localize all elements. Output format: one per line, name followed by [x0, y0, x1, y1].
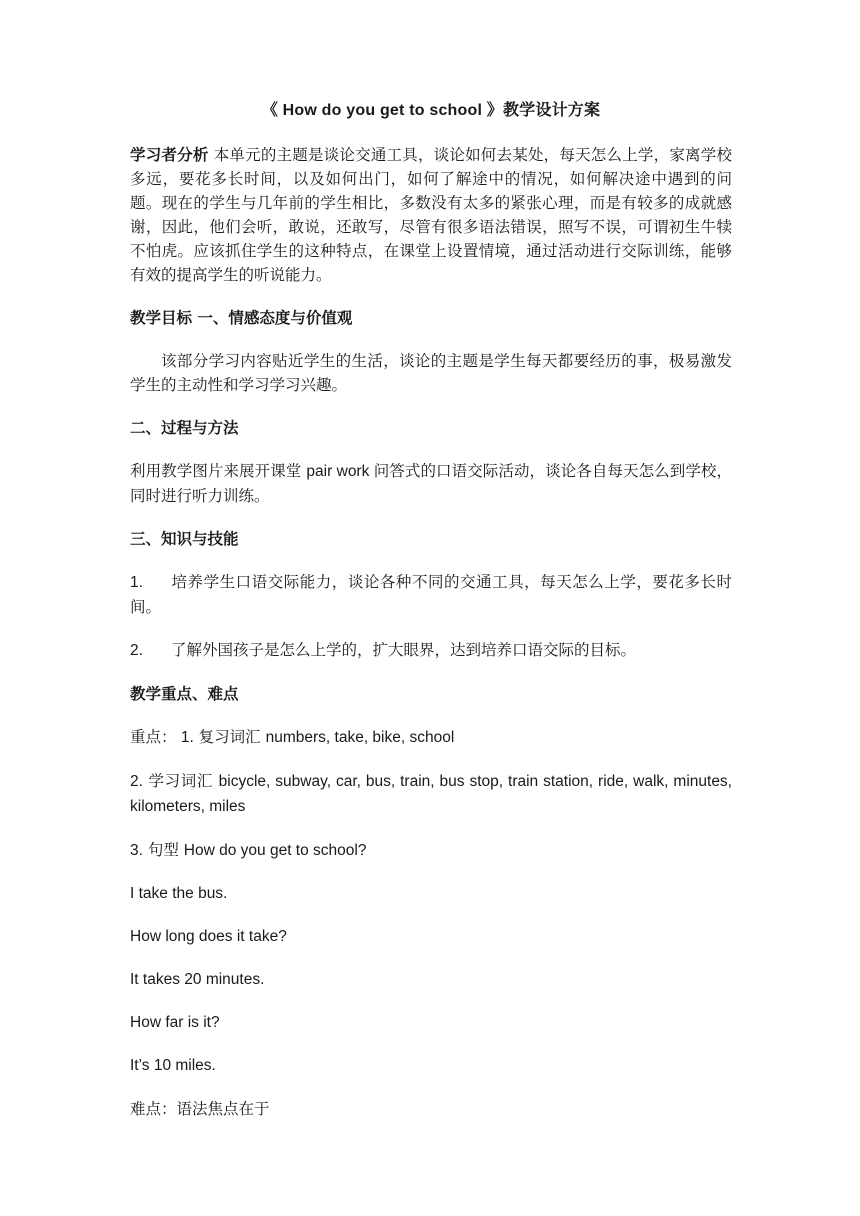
key-point-3-number: 3.	[130, 842, 143, 859]
process-text-english: pair work	[306, 463, 374, 480]
key-point-1	[130, 725, 732, 750]
title-english: How do you get to school	[278, 102, 487, 119]
difficulty-line: 难点：语法焦点在于	[130, 1100, 270, 1118]
document-title	[130, 98, 732, 123]
key-point-1-words: numbers, take, bike, school	[265, 729, 455, 746]
key-points-heading: 教学重点、难点	[130, 684, 239, 703]
skill-item-2	[130, 638, 732, 663]
skill-item-1	[130, 570, 732, 619]
sentence-line: How long does it take?	[130, 928, 287, 945]
knowledge-skills-heading: 三、知识与技能	[130, 529, 239, 548]
process-text-b: 问答式的口语交际活动，谈论各自每天怎么到学校，同时进行听力训练。	[130, 462, 732, 505]
skill-item-2-number: 2.	[130, 642, 143, 659]
title-prefix: 《	[261, 100, 279, 119]
key-label: 重点：	[130, 728, 177, 746]
key-point-1-label: 复习词汇	[193, 728, 266, 746]
teaching-goals-heading: 教学目标 一、情感态度与价值观	[130, 308, 353, 327]
skill-item-2-text: 了解外国孩子是怎么上学的，扩大眼界，达到培养口语交际的目标。	[171, 641, 637, 659]
key-point-2-label: 学习词汇	[142, 772, 219, 790]
sentence-line: I take the bus.	[130, 885, 228, 902]
skill-item-1-number: 1.	[130, 574, 143, 591]
key-point-2-words: bicycle, subway, car, bus, train, bus stop, train station, ride, walk, minutes, kilometers, miles	[130, 773, 732, 815]
skill-item-1-text: 培养学生口语交际能力，谈论各种不同的交通工具，每天怎么上学，要花多长时间。	[130, 573, 732, 616]
key-point-1-number: 1.	[176, 729, 194, 746]
key-point-3-label: 句型	[142, 841, 184, 859]
sentence-line: It’s 10 miles.	[130, 1057, 216, 1074]
learner-analysis-paragraph	[130, 143, 732, 287]
process-text-a: 利用教学图片来展开课堂	[130, 462, 307, 480]
sentence-line: It takes 20 minutes.	[130, 971, 265, 988]
process-method-text	[130, 459, 732, 508]
document-page	[130, 98, 732, 1140]
learner-analysis-heading: 学习者分析	[130, 145, 209, 164]
key-point-2	[130, 769, 732, 819]
title-suffix: 》教学设计方案	[486, 100, 601, 119]
key-point-3	[130, 838, 732, 863]
sentence-line: How far is it?	[130, 1014, 220, 1031]
process-method-heading: 二、过程与方法	[130, 418, 239, 437]
learner-analysis-text: 本单元的主题是谈论交通工具，谈论如何去某处，每天怎么上学，家离学校多远，要花多长时间，以及如何出门，如何了解途中的情况，如何解决途中遇到的问题。现在的学生与几年前的学生相比，多数没有太多的紧张心理，而是有较多的成就感谢，因此，他们会听，敢说，还敢写，尽管有很多语法错误，照写不误，可谓初生牛犊不怕虎。应该抓住学生的这种特点，在课堂上设置情境，通过活动进行交际训练，能够有效的提高学生的听说能力。	[130, 146, 732, 284]
key-point-3-words: How do you get to school?	[183, 842, 367, 859]
key-point-2-number: 2.	[130, 773, 143, 790]
goal-attitude-text: 该部分学习内容贴近学生的生活，谈论的主题是学生每天都要经历的事，极易激发学生的主动性和学习学习兴趣。	[130, 352, 732, 394]
